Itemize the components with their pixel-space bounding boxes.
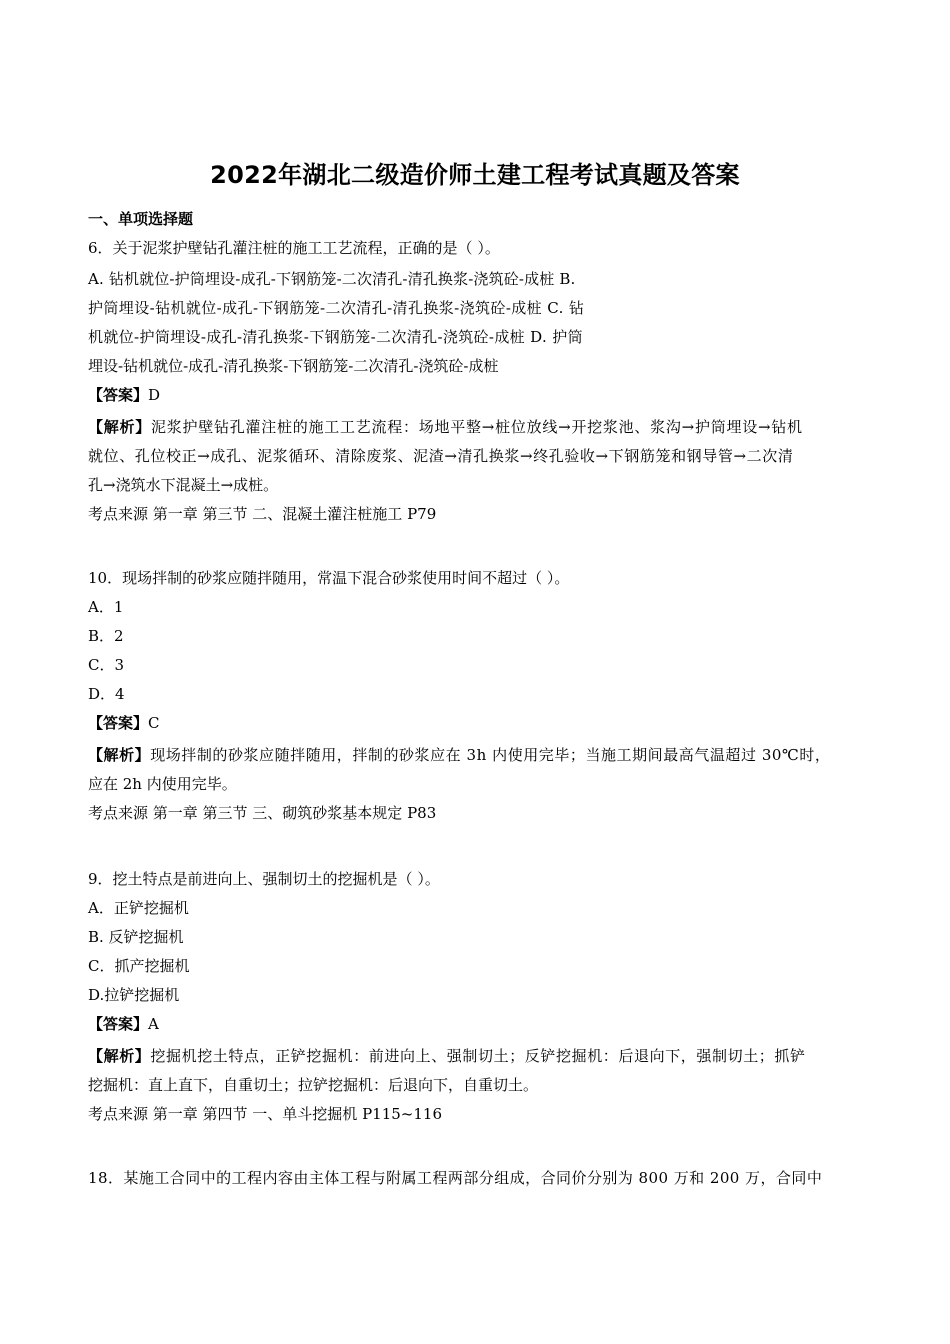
question-9-source: 考点来源 第一章 第四节 一、单斗挖掘机 P115~116 — [88, 1105, 442, 1123]
answer-value: D — [148, 386, 161, 404]
question-6-options-line: A. 钻机就位-护筒埋设-成孔-下钢筋笼-二次清孔-清孔换浆-浇筑砼-成桩 B. — [88, 270, 576, 288]
answer-label: 【答案】 — [88, 714, 149, 732]
question-9-stem: 9．挖土特点是前进向上、强制切土的挖掘机是（ ）。 — [88, 870, 440, 888]
question-6-source: 考点来源 第一章 第三节 二、混凝土灌注桩施工 P79 — [88, 505, 437, 523]
question-9-analysis-line — [88, 1046, 806, 1066]
question-10-answer — [88, 713, 160, 733]
analysis-text: 泥浆护壁钻孔灌注桩的施工工艺流程：场地平整→桩位放线→开挖浆池、浆沟→护筒埋设→钻机 — [151, 418, 803, 436]
question-6-analysis-line — [88, 417, 803, 437]
question-6-options-line: 护筒埋设-钻机就位-成孔-下钢筋笼-二次清孔-清孔换浆-浇筑砼-成桩 C. 钻 — [88, 299, 585, 317]
document-title: 2022年湖北二级造价师土建工程考试真题及答案 — [210, 161, 740, 189]
question-9-answer — [88, 1014, 159, 1034]
question-10-option: D．4 — [88, 685, 125, 703]
question-10-analysis-line: 应在 2h 内使用完毕。 — [88, 775, 237, 793]
answer-label: 【答案】 — [88, 1015, 149, 1033]
analysis-text: 现场拌制的砂浆应随拌随用，拌制的砂浆应在 3h 内使用完毕；当施工期间最高气温超过 30℃时， — [150, 746, 831, 764]
question-6-answer — [88, 385, 160, 405]
question-9-option: B. 反铲挖掘机 — [88, 928, 184, 946]
question-6-stem: 6．关于泥浆护壁钻孔灌注桩的施工工艺流程，正确的是（ ）。 — [88, 239, 500, 257]
question-6-analysis-line: 孔→浇筑水下混凝土→成桩。 — [88, 476, 279, 494]
question-9-analysis-line: 挖掘机：直上直下，自重切土；拉铲挖掘机：后退向下，自重切土。 — [88, 1076, 539, 1094]
question-10-analysis-line — [88, 745, 830, 765]
section-heading: 一、单项选择题 — [88, 210, 194, 228]
question-10-stem: 10．现场拌制的砂浆应随拌随用，常温下混合砂浆使用时间不超过（ ）。 — [88, 569, 570, 587]
question-6-analysis-line: 就位、孔位校正→成孔、泥浆循环、清除废浆、泥渣→清孔换浆→终孔验收→下钢筋笼和钢导管→二次清 — [88, 447, 794, 465]
answer-label: 【答案】 — [88, 386, 149, 404]
question-10-option: B．2 — [88, 627, 124, 645]
answer-value: A — [148, 1015, 159, 1033]
question-9-option: D.拉铲挖掘机 — [88, 986, 180, 1004]
question-18-stem: 18．某施工合同中的工程内容由主体工程与附属工程两部分组成，合同价分别为 800 万和 200 万，合同中 — [88, 1169, 823, 1187]
analysis-label: 【解析】 — [88, 418, 152, 436]
question-9-option: C．抓产挖掘机 — [88, 957, 190, 975]
analysis-label: 【解析】 — [88, 1047, 151, 1065]
question-10-option: A．1 — [88, 598, 124, 616]
question-6-options-line: 埋设-钻机就位-成孔-清孔换浆-下钢筋笼-二次清孔-浇筑砼-成桩 — [88, 357, 499, 375]
question-10-source: 考点来源 第一章 第三节 三、砌筑砂浆基本规定 P83 — [88, 804, 437, 822]
question-10-option: C．3 — [88, 656, 125, 674]
answer-value: C — [148, 714, 160, 732]
question-9-option: A．正铲挖掘机 — [88, 899, 189, 917]
analysis-label: 【解析】 — [88, 746, 151, 764]
question-6-options-line: 机就位-护筒埋设-成孔-清孔换浆-下钢筋笼-二次清孔-浇筑砼-成桩 D. 护筒 — [88, 328, 583, 346]
analysis-text: 挖掘机挖土特点，正铲挖掘机：前进向上、强制切土；反铲挖掘机：后退向下，强制切土；抓铲 — [150, 1047, 806, 1065]
